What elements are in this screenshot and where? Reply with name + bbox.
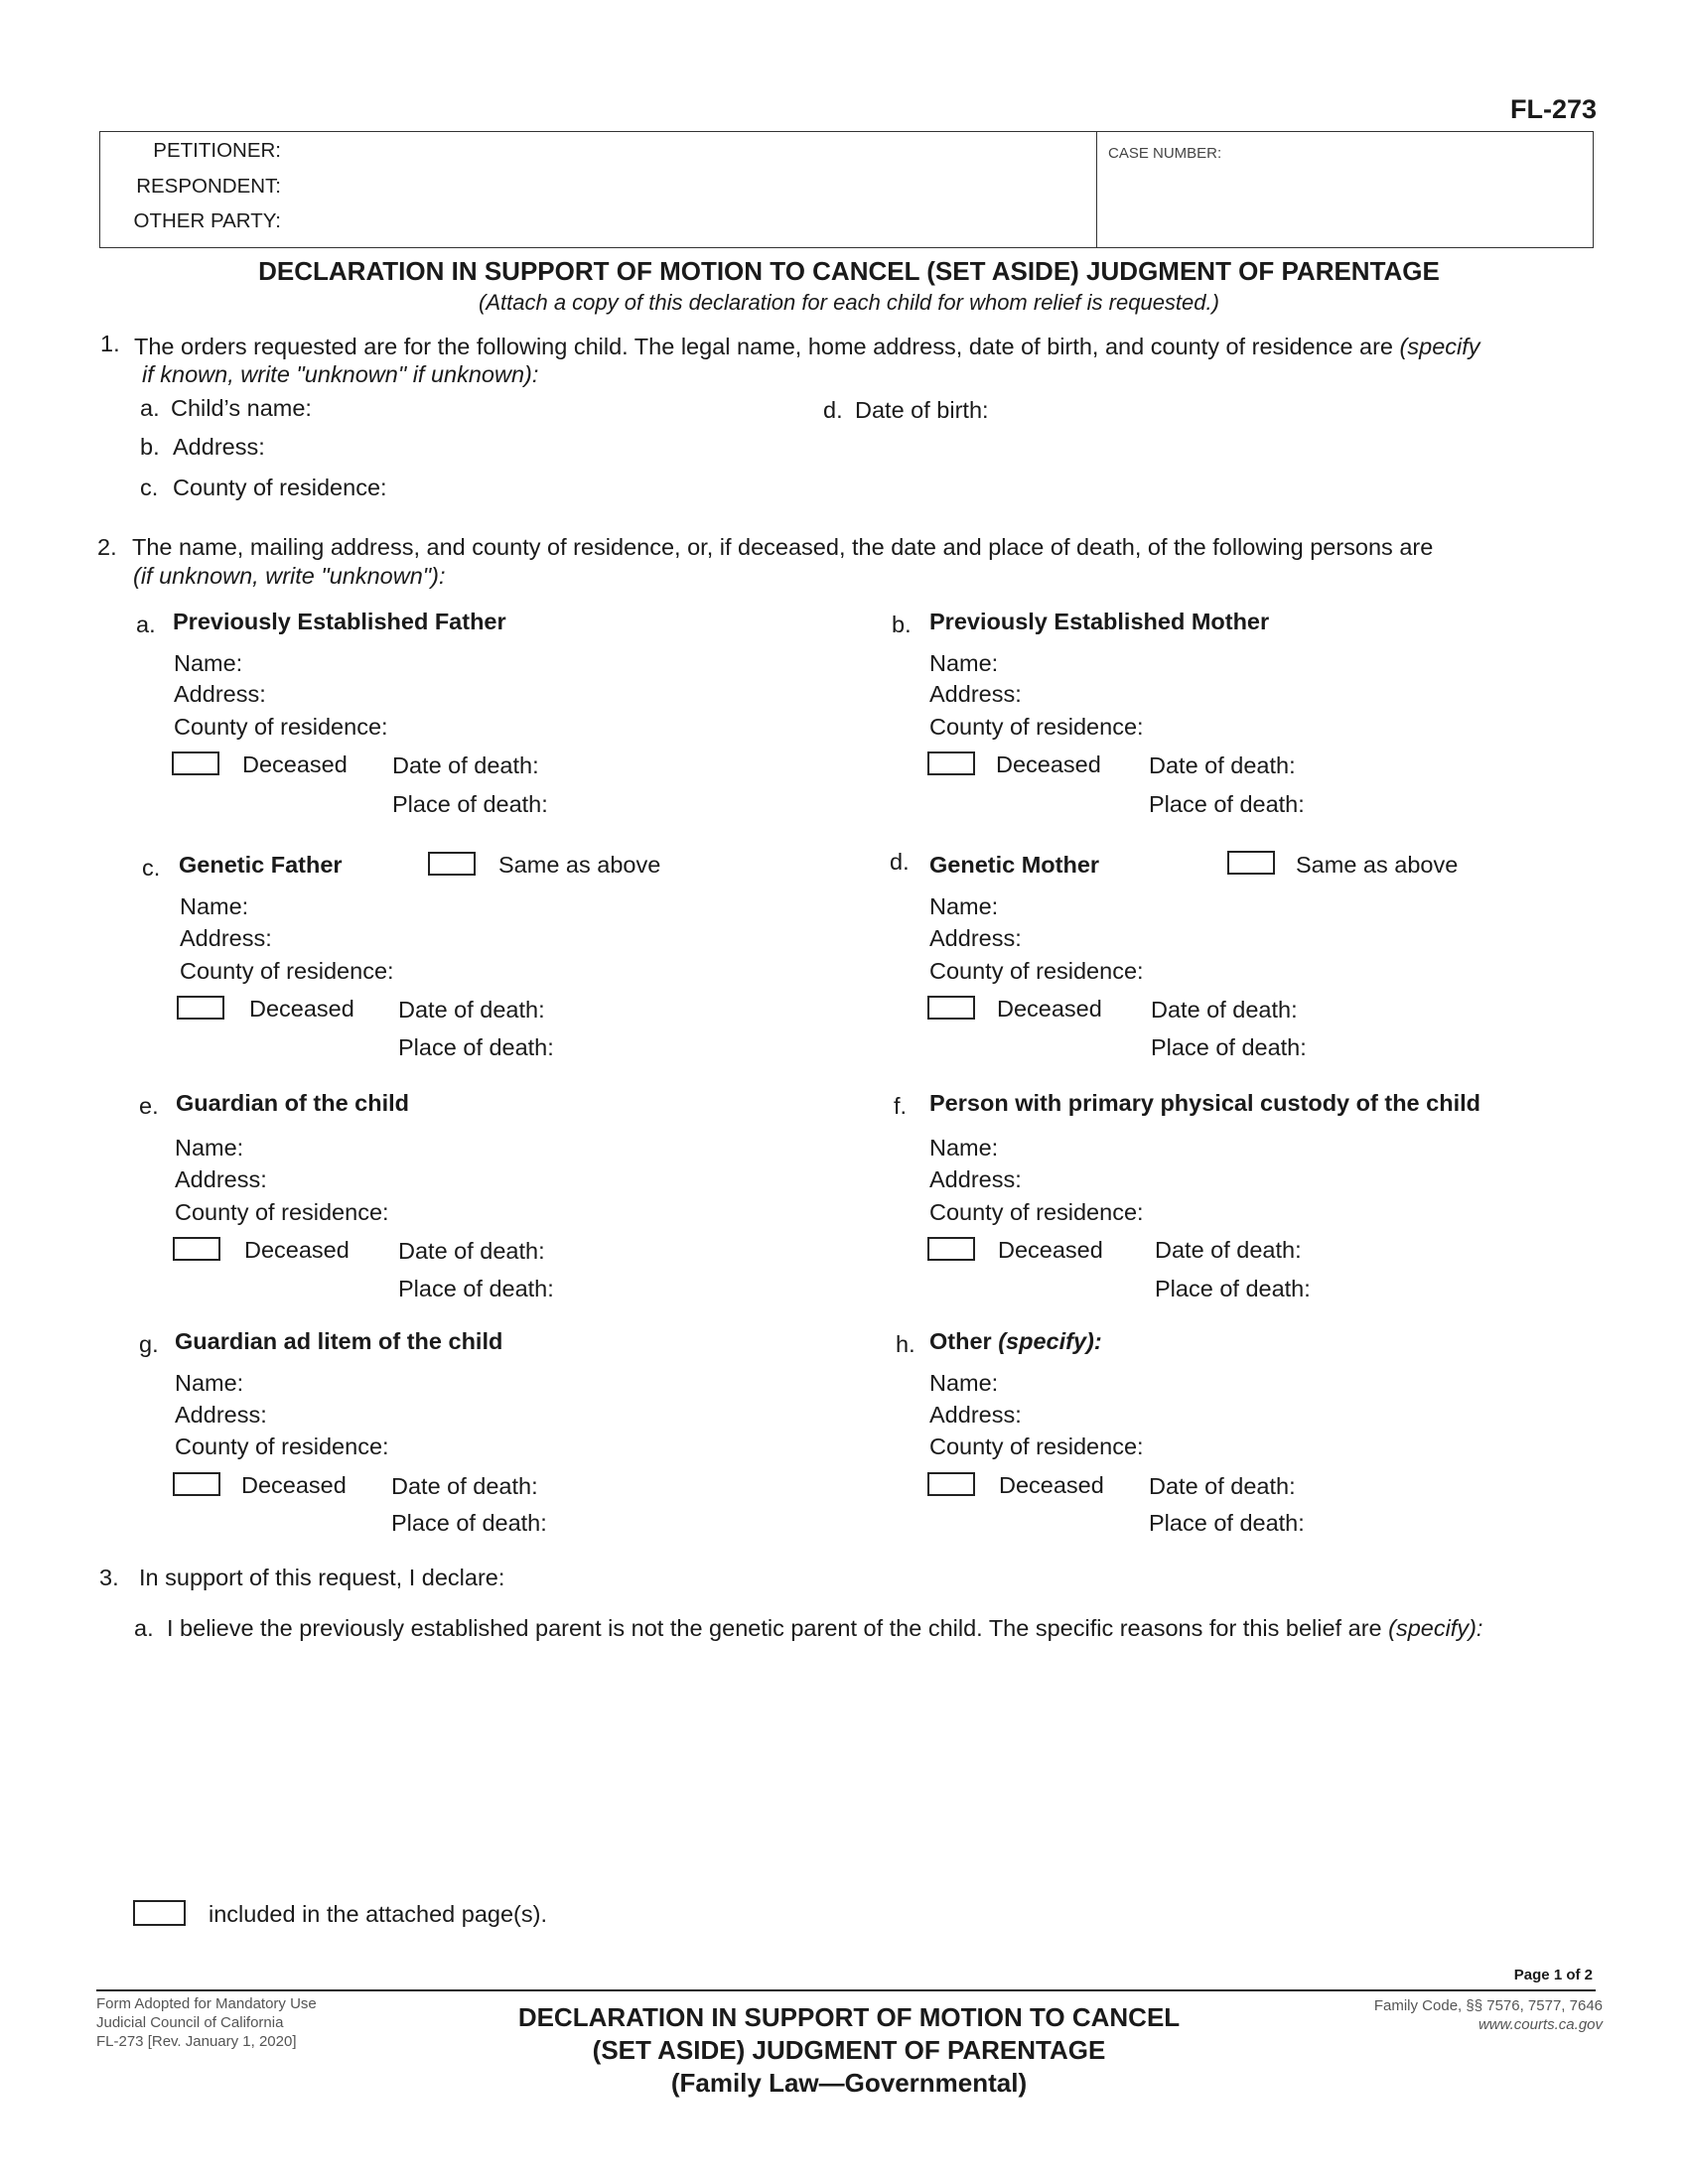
person-d-address-label: Address: — [929, 925, 1022, 951]
footer-title-line2: (SET ASIDE) JUDGMENT OF PARENTAGE — [592, 2035, 1106, 2065]
person-f-name-label: Name: — [929, 1135, 999, 1160]
page-number: Page 1 of 2 — [1513, 1967, 1593, 1983]
item2-text-b: (if unknown, write "unknown"): — [133, 563, 446, 589]
person-g-place-of-death-label: Place of death: — [391, 1510, 547, 1536]
person-h-title-specify: (specify): — [998, 1328, 1102, 1354]
item3a-text — [167, 1615, 1482, 1642]
other-party-label: OTHER PARTY: — [133, 209, 281, 232]
person-f-deceased-checkbox[interactable] — [927, 1237, 975, 1261]
person-e-name-label: Name: — [175, 1135, 244, 1160]
date-of-birth-label: Date of birth: — [855, 397, 989, 423]
person-c-letter: c. — [142, 855, 161, 881]
person-f-letter: f. — [894, 1093, 908, 1119]
person-h-letter: h. — [896, 1331, 915, 1357]
person-d-title: Genetic Mother — [929, 852, 1100, 878]
person-a-date-of-death-label: Date of death: — [392, 752, 539, 778]
person-a-address-label: Address: — [174, 681, 266, 707]
person-g-county-label: County of residence: — [175, 1433, 389, 1459]
person-c-same-as-above-label: Same as above — [498, 852, 661, 878]
person-d-place-of-death-label: Place of death: — [1151, 1034, 1307, 1060]
item2-text-a: The name, mailing address, and county of residence, or, if deceased, the date and place of death, of the following persons are — [132, 534, 1434, 560]
person-e-date-of-death-label: Date of death: — [398, 1238, 545, 1264]
person-b-place-of-death-label: Place of death: — [1149, 791, 1305, 817]
form-id: FL-273 — [1509, 94, 1597, 124]
person-d-deceased-checkbox[interactable] — [927, 996, 975, 1020]
person-f-place-of-death-label: Place of death: — [1155, 1276, 1311, 1301]
person-f-deceased-label: Deceased — [998, 1237, 1103, 1263]
person-g-deceased-checkbox[interactable] — [173, 1472, 220, 1496]
petitioner-label: PETITIONER: — [153, 139, 281, 162]
person-b-deceased-label: Deceased — [996, 751, 1101, 777]
person-d-name-label: Name: — [929, 893, 999, 919]
footer-website[interactable]: www.courts.ca.gov — [1477, 2016, 1603, 2033]
person-h-deceased-label: Deceased — [999, 1472, 1104, 1498]
item1b-letter: b. — [140, 434, 160, 460]
item1c-letter: c. — [140, 475, 159, 500]
child-address-label: Address: — [173, 434, 265, 460]
petitioner-field[interactable] — [290, 137, 1088, 167]
caption-divider — [1096, 131, 1097, 248]
reasons-textarea[interactable] — [159, 1656, 1573, 1888]
item1d-letter: d. — [823, 397, 843, 423]
person-b-county-label: County of residence: — [929, 714, 1144, 740]
person-a-letter: a. — [136, 612, 156, 637]
person-g-deceased-label: Deceased — [241, 1472, 347, 1498]
footer-code-block — [1374, 1996, 1603, 2034]
footer-rule — [96, 1989, 1596, 1991]
other-party-field[interactable] — [290, 207, 1088, 237]
attached-pages-checkbox[interactable] — [133, 1900, 186, 1926]
child-name-field[interactable] — [338, 395, 798, 423]
item3a-text-specify: (specify): — [1388, 1615, 1483, 1641]
person-h-name-label: Name: — [929, 1370, 999, 1396]
person-g-title: Guardian ad litem of the child — [175, 1328, 503, 1354]
person-c-place-of-death-label: Place of death: — [398, 1034, 554, 1060]
item3a-letter: a. — [134, 1615, 154, 1641]
person-h-title — [929, 1328, 1102, 1355]
person-d-letter: d. — [890, 849, 910, 875]
person-d-deceased-label: Deceased — [997, 996, 1102, 1022]
person-g-name-label: Name: — [175, 1370, 244, 1396]
person-a-county-label: County of residence: — [174, 714, 388, 740]
footer-title-line3: (Family Law—Governmental) — [670, 2068, 1028, 2098]
page-title: DECLARATION IN SUPPORT OF MOTION TO CANCEL (SET ASIDE) JUDGMENT OF PARENTAGE — [258, 256, 1440, 286]
person-b-letter: b. — [892, 612, 912, 637]
person-d-same-as-above-label: Same as above — [1296, 852, 1459, 878]
item1a-letter: a. — [140, 395, 160, 421]
person-c-address-label: Address: — [180, 925, 272, 951]
person-h-title-text: Other — [929, 1328, 992, 1354]
item3a-text-main: I believe the previously established parent is not the genetic parent of the child. The specific reasons for this belief are — [167, 1615, 1382, 1641]
person-a-deceased-checkbox[interactable] — [172, 751, 219, 775]
page-subtitle: (Attach a copy of this declaration for each child for whom relief is requested.) — [479, 290, 1219, 315]
item1-text-b: (specify — [1399, 334, 1480, 359]
footer-adopted-line1: Form Adopted for Mandatory Use — [96, 1995, 317, 2012]
person-d-date-of-death-label: Date of death: — [1151, 997, 1298, 1023]
footer-adopted-line2: Judicial Council of California — [96, 2014, 284, 2031]
person-e-deceased-label: Deceased — [244, 1237, 350, 1263]
person-c-county-label: County of residence: — [180, 958, 394, 984]
person-h-specify-field[interactable] — [1122, 1330, 1573, 1358]
respondent-field[interactable] — [290, 173, 1088, 203]
footer-code: Family Code, §§ 7576, 7577, 7646 — [1373, 1997, 1603, 2014]
person-e-title: Guardian of the child — [176, 1090, 410, 1116]
person-e-address-label: Address: — [175, 1166, 267, 1192]
item1-text — [134, 334, 1480, 360]
person-d-same-as-above-checkbox[interactable] — [1227, 851, 1275, 875]
item1-text-a: The orders requested are for the following child. The legal name, home address, date of birth, and county of residence are — [134, 334, 1394, 359]
person-a-title: Previously Established Father — [173, 609, 506, 634]
person-c-deceased-label: Deceased — [249, 996, 354, 1022]
person-h-address-label: Address: — [929, 1402, 1022, 1428]
item1-text-c: if known, write "unknown" if unknown): — [142, 361, 539, 387]
person-h-place-of-death-label: Place of death: — [1149, 1510, 1305, 1536]
person-g-letter: g. — [139, 1331, 159, 1357]
case-number-field[interactable] — [1108, 177, 1579, 206]
attached-pages-label: included in the attached page(s). — [209, 1901, 547, 1927]
person-c-deceased-checkbox[interactable] — [177, 996, 224, 1020]
child-name-label: Child’s name: — [171, 395, 312, 421]
person-e-place-of-death-label: Place of death: — [398, 1276, 554, 1301]
person-f-title: Person with primary physical custody of the child — [929, 1090, 1480, 1116]
person-c-date-of-death-label: Date of death: — [398, 997, 545, 1023]
person-a-name-label: Name: — [174, 650, 243, 676]
person-c-name-label: Name: — [180, 893, 249, 919]
person-b-date-of-death-label: Date of death: — [1149, 752, 1296, 778]
date-of-birth-field[interactable] — [1005, 397, 1575, 425]
person-e-letter: e. — [139, 1093, 159, 1119]
item2-number: 2. — [97, 534, 117, 560]
person-g-date-of-death-label: Date of death: — [391, 1473, 538, 1499]
person-e-county-label: County of residence: — [175, 1199, 389, 1225]
item1-number: 1. — [100, 331, 120, 356]
person-f-county-label: County of residence: — [929, 1199, 1144, 1225]
person-b-deceased-checkbox[interactable] — [927, 751, 975, 775]
child-county-label: County of residence: — [173, 475, 387, 500]
person-e-deceased-checkbox[interactable] — [173, 1237, 220, 1261]
person-h-county-label: County of residence: — [929, 1433, 1144, 1459]
respondent-label: RESPONDENT: — [136, 175, 281, 198]
person-a-deceased-label: Deceased — [242, 751, 348, 777]
child-county-field[interactable] — [412, 475, 1575, 502]
person-a-place-of-death-label: Place of death: — [392, 791, 548, 817]
person-g-address-label: Address: — [175, 1402, 267, 1428]
person-b-name-label: Name: — [929, 650, 999, 676]
item3-number: 3. — [99, 1565, 119, 1590]
case-number-label: CASE NUMBER: — [1108, 145, 1222, 162]
footer-adopted-line3: FL-273 [Rev. January 1, 2020] — [96, 2033, 297, 2050]
person-b-address-label: Address: — [929, 681, 1022, 707]
person-h-deceased-checkbox[interactable] — [927, 1472, 975, 1496]
footer-title-line1: DECLARATION IN SUPPORT OF MOTION TO CANCEL — [517, 2002, 1181, 2032]
person-c-title: Genetic Father — [179, 852, 343, 878]
person-c-same-as-above-checkbox[interactable] — [428, 852, 476, 876]
person-f-date-of-death-label: Date of death: — [1155, 1237, 1302, 1263]
child-address-field[interactable] — [283, 434, 1575, 462]
item3-text: In support of this request, I declare: — [139, 1565, 505, 1590]
person-h-date-of-death-label: Date of death: — [1149, 1473, 1296, 1499]
person-d-county-label: County of residence: — [929, 958, 1144, 984]
person-f-address-label: Address: — [929, 1166, 1022, 1192]
person-b-title: Previously Established Mother — [929, 609, 1270, 634]
